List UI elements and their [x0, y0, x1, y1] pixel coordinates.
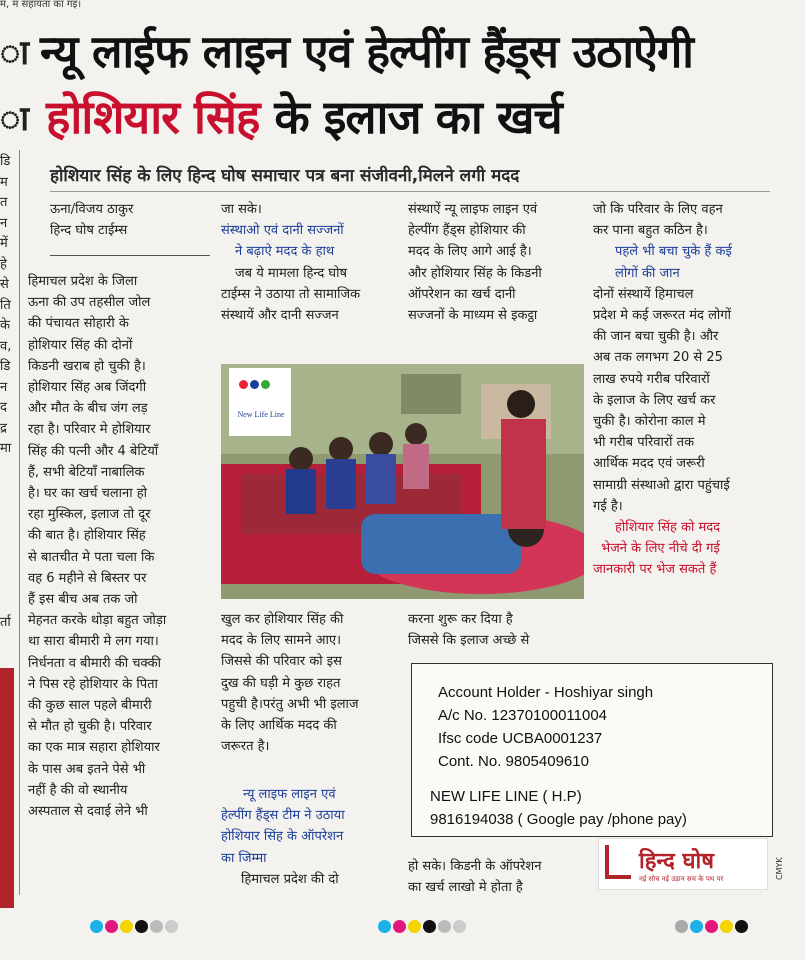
col1-line: ऊना की उप तहसील जोल [28, 295, 151, 311]
col2-last-line: हिमाचल प्रदेश की दो [241, 871, 339, 887]
byline-rule [50, 255, 210, 256]
registration-dots-center [378, 918, 468, 934]
registration-dots-left [90, 918, 180, 934]
people-logo-icon [239, 374, 272, 393]
left-fragment-line: से [0, 277, 9, 292]
col4-top-2: कर पाना बहुत कठिन है। [593, 223, 708, 239]
col1-line: है। घर का खर्च चलाना हो [28, 486, 148, 502]
col3-top-line: ऑपरेशन का खर्च दानी [408, 286, 516, 302]
left-fragment-line: मा [0, 441, 12, 456]
left-column-rule [19, 150, 20, 895]
col1-line: था सारा बीमारी मे लग गया। [28, 634, 159, 650]
news-photo [221, 364, 584, 599]
col1-line: से मौत हो चुकी है। परिवार [28, 719, 152, 735]
col4-mid-line: भी गरीब परिवारों तक [593, 435, 695, 451]
col1-line: हिमाचल प्रदेश के जिला [28, 274, 138, 289]
col1-line: ने पिस रहे होशियार के पिता [28, 676, 158, 692]
col2-bottom-line: पहुची है।परंतु अभी भी इलाज [221, 696, 359, 712]
col4-blue-1: पहले भी बचा चुके हैं कई [615, 244, 732, 260]
left-fragment-line: डि [0, 359, 11, 374]
col1-line: हैं इस बीच अब तक जो [28, 592, 138, 608]
col4-blue-2: लोगों की जान [615, 265, 680, 281]
col1-line: नहीं है की वो स्थानीय [28, 782, 128, 798]
left-fragment-big: ा [0, 33, 30, 73]
left-fragment-line: के [0, 318, 10, 333]
ifsc-code: Ifsc code UCBA0001237 [438, 730, 603, 747]
col4-mid-line: आर्थिक मदद एवं जरूरी [593, 456, 705, 472]
left-fragment-line: न [0, 215, 8, 231]
logo-title: हिन्द घोष [639, 849, 714, 874]
col1-line: की बात है। होशियार सिंह [28, 528, 146, 544]
col2-mid-line-3: संस्थायें और दानी सज्जन [221, 308, 339, 324]
col1-line: की पंचायत सोहारी के [28, 316, 129, 332]
headline-black-rest: के इलाज का खर्च [259, 90, 562, 144]
col3-top-line: हेल्पींग हैंड्स होशियार की [408, 223, 526, 239]
col2-top-line: जा सके। [221, 202, 262, 217]
byline-paper: हिन्द घोष टाईम्स [50, 223, 128, 238]
headline-red-name: होशियार सिंह [46, 90, 260, 144]
col2-bottom-line: दुख की घड़ी मे कुछ राहत [221, 675, 341, 691]
col1-line: सिंह की पत्नी और 4 बेटियाँ [28, 443, 159, 459]
col4-top-1: जो कि परिवार के लिए वहन [593, 202, 723, 217]
print-mark: CMYK [775, 857, 784, 880]
logo-tagline: नई सोच नई उड़ान सच के पथ पर [639, 875, 724, 883]
left-fragment-lower: र्ता [0, 615, 11, 630]
byline [50, 199, 133, 241]
col2-mid-line-2: टाईम्स ने उठाया तो सामाजिक [221, 286, 361, 302]
col1-line: रहा मुस्किल, इलाज तो दूर [28, 507, 151, 523]
left-fragment-line: में [0, 236, 8, 251]
col3-bottom-1: करना शुरू कर दिया है [408, 612, 513, 627]
column-3-last [408, 856, 588, 898]
column-1-body [28, 271, 213, 822]
col1-line: अस्पताल से दवाई लेने भी [28, 804, 148, 820]
top-strip-text: म, म सहायता का गइ। [0, 0, 82, 10]
col2-bottom-line: जिससे की परिवार को इस [221, 654, 342, 670]
photo-logo-text: New Life Line [237, 410, 285, 419]
col1-line: और मौत के बीच जंग लड़ [28, 401, 148, 417]
column-2-bottom [221, 609, 401, 757]
headline-line-2 [46, 85, 805, 147]
col4-mid [593, 284, 773, 517]
col2-bottom-line: खुल कर होशियार सिंह की [221, 612, 344, 627]
col2-blue2-3: होशियार सिंह के ऑपरेशन [221, 829, 344, 845]
subheadline: होशियार सिंह के लिए हिन्द घोष समाचार पत्र बना संजीवनी,मिलने लगी मदद [50, 166, 520, 186]
left-fragment-line: डि [0, 154, 11, 169]
col1-line: की कुछ साल पहले बीमारी [28, 698, 152, 714]
col2-blue-line-2: ने बढ़ाऐ मदद के हाथ [235, 244, 335, 260]
col3-last-2: का खर्च लाखो मे होता है [408, 880, 523, 896]
col2-blue2-4: का जिम्मा [221, 850, 267, 866]
col1-line: रहा है। परिवार मे होशियार [28, 422, 151, 438]
column-2-blue-block [221, 784, 401, 890]
left-fragment-line: म [0, 174, 8, 190]
col2-blue2-1: न्यू लाइफ लाइन एवं [243, 787, 336, 802]
contact-number: Cont. No. 9805409610 [438, 753, 589, 770]
col1-line: होशियार सिंह की दोनों [28, 337, 133, 353]
col1-line: से बातचीत मे पता चला कि [28, 549, 155, 565]
left-fragment-line: हे [0, 256, 7, 272]
news-photo-illustration [221, 364, 584, 599]
col3-top-line: और होशियार सिंह के किडनी [408, 265, 542, 281]
col3-top-line: संस्थाऐं न्यू लाइफ लाइन एवं [408, 202, 538, 217]
column-2-top [221, 199, 401, 326]
headline-line-1: न्यू लाईफ लाइन एवं हेल्पींग हैंड्स उठाऐगी [40, 25, 693, 78]
left-fragment-line: त [0, 195, 8, 210]
account-holder: Account Holder - Hoshiyar singh [438, 684, 654, 701]
col2-blue-line-1: संस्थाओ एवं दानी सज्जनों [221, 223, 344, 239]
left-fragment-line: व, [0, 338, 12, 354]
col4-red-2: भेजने के लिए नीचे दी गई [601, 541, 720, 557]
col4-mid-line: चुकी है। कोरोना काल मे [593, 414, 706, 430]
col4-mid-line: दोनों संस्थायें हिमाचल [593, 286, 694, 302]
col1-line: वह 6 महीने से बिस्तर पर [28, 570, 147, 586]
col4-red-3: जानकारी पर भेज सकते हैं [593, 562, 717, 578]
left-fragment-line: द्र [0, 420, 7, 436]
column-3-bottom [408, 609, 593, 651]
col2-bottom-line: जरूरत है। [221, 739, 270, 755]
organisation-name: NEW LIFE LINE ( H.P) [430, 788, 582, 805]
col1-line: हैं, सभी बेटियाँ नाबालिक [28, 464, 145, 480]
col4-mid-line: के इलाज के लिए खर्च कर [593, 392, 716, 408]
column-4-body [593, 199, 773, 581]
col1-line: निर्धनता व बीमारी की चक्की [28, 655, 161, 671]
registration-dots-right [675, 918, 750, 934]
account-info-box [411, 663, 773, 837]
column-3-top [408, 199, 588, 326]
col4-mid-line: अब तक लगभग 20 से 25 [593, 350, 723, 366]
col4-mid-line: प्रदेश मे कई जरूरत मंद लोगों [593, 308, 731, 324]
left-fragment-line: द [0, 400, 7, 415]
col4-mid-line: सामाग्री संस्थाओ द्वारा पहुंचाई [593, 477, 730, 493]
col4-mid-line: की जान बचा चुकी है। और [593, 329, 719, 345]
left-fragment-big-2: ा [0, 99, 30, 139]
col3-top-line: मदद के लिए आगे आई है। [408, 244, 532, 260]
subheadline-rule [50, 191, 770, 192]
payment-number: 9816194038 ( Google pay /phone pay) [430, 811, 687, 828]
col1-line: के पास अब इतने पेसे भी [28, 761, 146, 777]
col2-blue2-2: हेल्पींग हैंड्स टीम ने उठाया [221, 808, 345, 824]
col1-line: होशियार सिंह अब जिंदगी [28, 380, 147, 396]
col3-last-1: हो सके। किडनी के ऑपरेशन [408, 859, 542, 874]
left-fragment-line: न [0, 379, 8, 395]
col2-mid-line-1: जब ये मामला हिन्द घोष [235, 265, 347, 281]
hind-ghosh-logo [598, 838, 768, 890]
col1-line: मेहनत करके थोड़ा बहुत जोड़ा [28, 613, 167, 629]
col1-line: का एक मात्र सहारा होशियार [28, 740, 160, 756]
left-red-decoration [0, 668, 14, 908]
col2-bottom-line: मदद के लिए सामने आए। [221, 633, 342, 649]
logo-mark-icon [605, 845, 631, 879]
col4-mid-line: लाख रुपये गरीब परिवारों [593, 371, 710, 387]
col3-top-line: सज्जनों के माध्यम से इकट्ठा [408, 308, 538, 324]
col2-bottom-line: के लिए आर्थिक मदद की [221, 718, 337, 734]
col4-red-1: होशियार सिंह को मदद [615, 520, 721, 536]
left-fragment-line: ति [0, 297, 11, 313]
byline-author: ऊना/विजय ठाकुर [50, 202, 134, 217]
col3-bottom-2: जिससे कि इलाज अच्छे से [408, 633, 530, 649]
account-number: A/c No. 12370100011004 [438, 707, 608, 724]
col4-mid-line: गई है। [593, 498, 623, 514]
col1-line: किडनी खराब हो चुकी है। [28, 358, 146, 374]
